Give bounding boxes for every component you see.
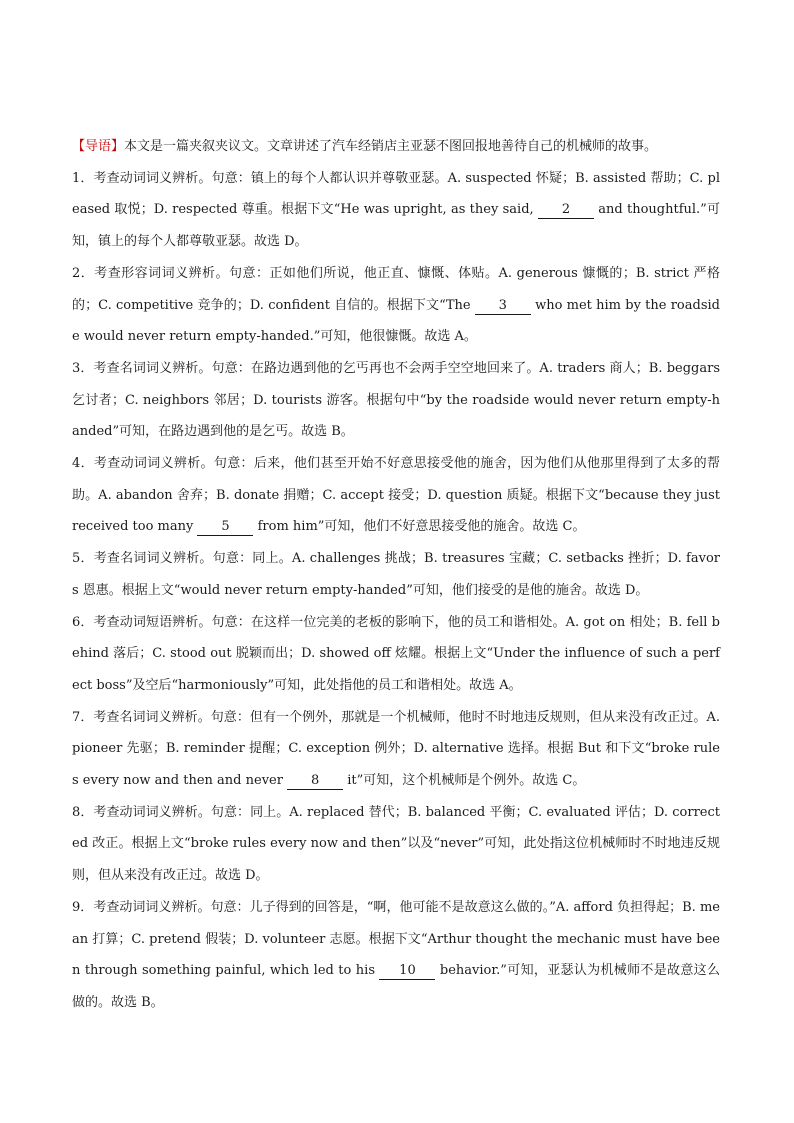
answer-item-9 — [72, 892, 720, 1019]
item-text: it”可知，这个机械师是个例外。故选 C。 — [343, 773, 586, 789]
blank-number: 10 — [379, 963, 435, 980]
blank-number: 2 — [538, 202, 594, 219]
answer-item-1 — [72, 163, 720, 258]
intro-tag: 【导语】 — [72, 139, 125, 154]
answer-item-8 — [72, 797, 720, 892]
blank-number: 3 — [475, 298, 531, 315]
answer-item-7 — [72, 702, 720, 797]
item-text: behavior.”可知，亚瑟认为机械师不是故意这么做的。故选 B。 — [72, 963, 720, 1010]
item-text: 8．考查动词词义辨析。句意：同上。A. replaced 替代；B. balanced 平衡；C. evaluated 评估；D. corrected 改正。根据上文“broke rules every now and then”以及“never”可知，此处指这位机械师时不时地违反规则，但从来没有改正过。故选 D。 — [72, 804, 720, 884]
item-text: 3．考查名词词义辨析。句意：在路边遇到他的乞丐再也不会两手空空地回来了。A. traders 商人；B. beggars 乞讨者；C. neighbors 邻居；D. tourists 游客。根据句中“by the roadside would never return empty-handed”可知，在路边遇到他的是乞丐。故选 B。 — [72, 360, 720, 440]
answer-item-5 — [72, 543, 720, 606]
item-text: 4．考查动词词义辨析。句意：后来，他们甚至开始不好意思接受他的施舍，因为他们从他那里得到了太多的帮助。A. abandon 舍弃；B. donate 捐赠；C. accept 接受；D. question 质疑。根据下文“because they just received too many — [72, 456, 720, 535]
item-text: who met him by the roadside would never return empty-handed.”可知，他很慷慨。故选 A。 — [72, 297, 720, 345]
intro-paragraph — [72, 131, 720, 163]
document-page — [72, 131, 720, 1019]
item-text: from him”可知，他们不好意思接受他的施舍。故选 C。 — [253, 519, 586, 535]
item-text: 1．考查动词词义辨析。句意：镇上的每个人都认识并尊敬亚瑟。A. suspected 怀疑；B. assisted 帮助；C. pleased 取悦；D. respected 尊重。根据下文“He was upright, as they said, — [72, 170, 720, 218]
item-text: and thoughtful.”可知，镇上的每个人都尊敬亚瑟。故选 D。 — [72, 202, 720, 250]
intro-text: 本文是一篇夹叙夹议文。文章讲述了汽车经销店主亚瑟不图回报地善待自己的机械师的故事。 — [124, 139, 658, 154]
answer-item-3 — [72, 353, 720, 448]
item-text: 5．考查名词词义辨析。句意：同上。A. challenges 挑战；B. treasures 宝藏；C. setbacks 挫折；D. favors 恩惠。根据上文“would never return empty-handed”可知，他们接受的是他的施舍。故选 D。 — [72, 551, 720, 598]
item-text: 9．考查动词词义辨析。句意：儿子得到的回答是，“啊，他可能不是故意这么做的。”A. afford 负担得起；B. mean 打算；C. pretend 假装；D. volunteer 志愿。根据下文“Arthur thought the mechanic must have been through something painful, which led to his — [72, 899, 720, 979]
answer-item-2 — [72, 258, 720, 353]
item-text: 7．考查名词词义辨析。句意：但有一个例外，那就是一个机械师，他时不时地违反规则，但从来没有改正过。A. pioneer 先驱；B. reminder 提醒；C. exception 例外；D. alternative 选择。根据 But 和下文“broke rules every now and then and never — [72, 709, 720, 789]
item-text: 2．考查形容词词义辨析。句意：正如他们所说，他正直、慷慨、体贴。A. generous 慷慨的；B. strict 严格的；C. competitive 竞争的；D. confident 自信的。根据下文“The — [72, 265, 720, 313]
answer-item-6 — [72, 607, 720, 702]
item-text: 6．考查动词短语辨析。句意：在这样一位完美的老板的影响下，他的员工和谐相处。A. got on 相处；B. fell behind 落后；C. stood out 脱颖而出；D. showed off 炫耀。根据上文“Under the influence of such a perfect boss”及空后“harmoniously”可知，此处指他的员工和谐相处。故选 A。 — [72, 614, 720, 693]
blank-number: 8 — [287, 773, 343, 790]
answer-item-4 — [72, 448, 720, 543]
blank-number: 5 — [197, 519, 253, 536]
